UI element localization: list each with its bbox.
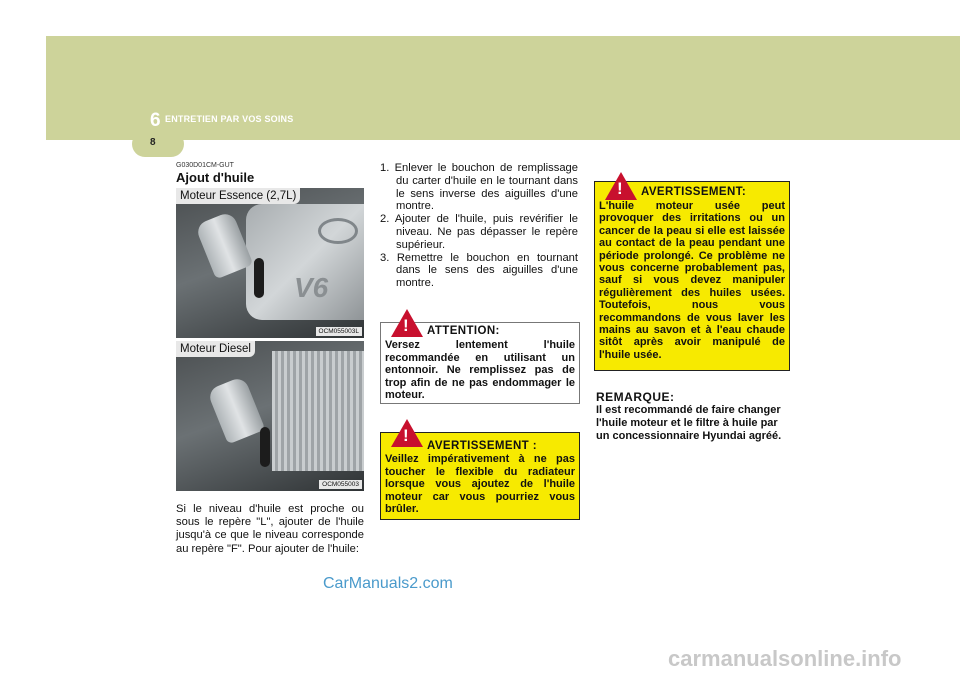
left-column <box>176 162 364 556</box>
section-title: Ajout d'huile <box>176 170 255 185</box>
hyundai-logo-icon <box>318 218 358 244</box>
radiator-warning-box <box>380 426 580 520</box>
attention-box <box>380 316 580 404</box>
oil-jug-icon <box>207 376 266 445</box>
watermark-carmanuals2[interactable]: CarManuals2.com <box>323 575 453 592</box>
header-band <box>46 36 960 140</box>
radiator-warning-text: Veillez impérativement à ne pas toucher le flexible du radiateur lorsque vous ajoutez de l'huile moteur car vous pourriez vous brûler. <box>385 453 575 516</box>
section-code: G030D01CM-GUT <box>176 162 234 169</box>
diesel-photo-code: OCM055003 <box>319 480 362 489</box>
v6-badge: V6 <box>294 272 329 303</box>
oil-warning-title: AVERTISSEMENT: <box>641 186 747 198</box>
attention-text: Versez lentement l'huile recommandée en utilisant un entonnoir. Ne remplissez pas de trop afin de ne pas endommager le moteur. <box>385 339 575 402</box>
attention-title: ATTENTION: <box>427 325 500 337</box>
chapter-number: 6 <box>150 110 161 131</box>
warning-exclamation: ! <box>403 426 409 445</box>
step-item: 2. Ajouter de l'huile, puis revérifier le niveau. Ne pas dépasser le repère supérieur. <box>380 213 578 251</box>
step-item: 3. Remettre le bouchon en tournant dans le sens des aiguilles d'une montre. <box>380 251 578 290</box>
radiator-warning-title: AVERTISSEMENT : <box>427 440 537 452</box>
diesel-engine-photo <box>176 341 364 491</box>
oil-jug-icon <box>195 211 254 280</box>
intro-paragraph: Si le niveau d'huile est proche ou sous le repère "L", ajouter de l'huile jusqu'à ce que le niveau corresponde au repère "F". Pour ajouter de l'huile: <box>176 503 364 555</box>
remark-text: Il est recommandé de faire changer l'huile moteur et le filtre à huile par un concessionnaire Hyundai agréé. <box>596 404 782 442</box>
watermark-carmanualsonline: carmanualsonline.info <box>668 646 902 671</box>
warning-exclamation: ! <box>403 316 409 335</box>
petrol-engine-photo <box>176 188 364 338</box>
diesel-cover-shape <box>272 351 364 471</box>
petrol-engine-label: Moteur Essence (2,7L) <box>176 188 300 204</box>
step-item: 1. Enlever le bouchon de remplissage du carter d'huile en le tournant dans le sens inverse des aiguilles d'une montre. <box>380 162 578 213</box>
middle-column <box>380 162 578 290</box>
diesel-engine-label: Moteur Diesel <box>176 341 255 357</box>
warning-exclamation: ! <box>617 179 623 198</box>
oil-stream-shape <box>260 427 270 467</box>
petrol-photo-code: OCM055003L <box>316 327 362 336</box>
remark-title: REMARQUE: <box>596 390 675 404</box>
chapter-title: ENTRETIEN PAR VOS SOINS <box>165 114 294 124</box>
oil-warning-box <box>594 181 790 371</box>
oil-warning-text: L'huile moteur usée peut provoquer des irritations ou un cancer de la peau si elle est laissée au contact de la peau pendant une période prolongé. Ce problème ne vous concerne probablement pas, sauf si vous devez manipuler régulièrement des huiles usées. Toutefois, nous vous recommandons de vous laver les mains au savon et à l'eau chaude sitôt après avoir manipulé de l'huile usée. <box>599 200 785 361</box>
steps-list <box>380 162 578 290</box>
oil-stream-shape <box>254 258 264 298</box>
warning-triangle-icon <box>605 172 637 200</box>
warning-triangle-icon <box>391 419 423 447</box>
remark-section <box>596 390 788 442</box>
warning-triangle-icon <box>391 309 423 337</box>
page-number: 8 <box>150 137 156 148</box>
page-tab <box>132 131 184 157</box>
